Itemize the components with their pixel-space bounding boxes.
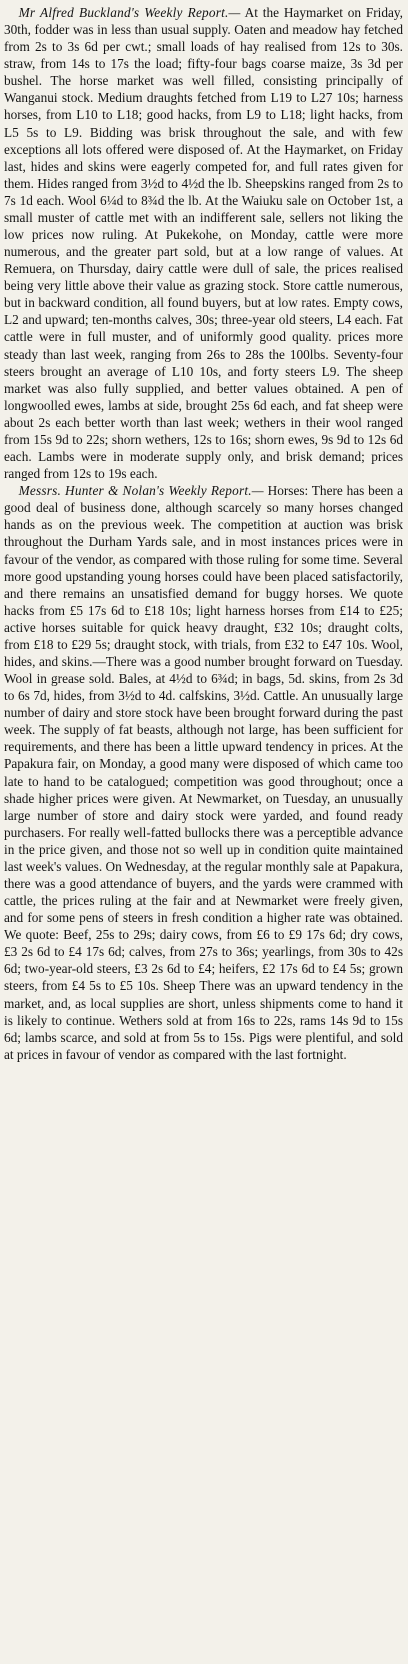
hunter-nolan-paragraph xyxy=(4,482,403,1063)
hunter-nolan-body: Horses: There has been a good deal of business done, although scarcely so many horses changed hands as on the previous week. The competition at auction was brisk throughout the Durham Yards sale, and in most instances prices were in favour of the vendor, as compared with those ruling for some time. Several more good upstanding young horses could have been placed satisfactorily, and there remains an unsatisfied demand for buggy horses. We quote hacks from £5 17s 6d to £18 10s; light harness horses from £14 to £25; active horses suitable for quick heavy draught, £32 10s; draught colts, from £18 to £29 5s; draught stock, with trials, from £32 to £47 10s. Wool, hides, and skins.—There was a good number brought forward on Tuesday. Wool in grease sold. Bales, at 4½d to 6¾d; in bags, 5d. skins, from 2s 3d to 6s 7d, hides, from 3½d to 4d. calfskins, 3½d. Cattle. An unusually large number of dairy and store stock have been brought forward during the past week. The supply of fat beasts, although not large, has been sufficient for requirements, and there has been a little upward tendency in prices. At the Papakura fair, on Monday, a good many were disposed of which came too late to hand to be catalogued; competition was good throughout; once a shade higher prices were given. At Newmarket, on Tuesday, an unusually large number of store and dairy stock were yarded, and found ready purchasers. For really well-fatted bullocks there was a perceptible advance in the price given, and those not so well up in condition quite maintained last week's values. On Wednesday, at the regular monthly sale at Papakura, there was a good attendance of buyers, and the yards were crammed with cattle, the prices ruling at the fair and at Newmarket were freely given, and for some pens of steers in fresh condition a higher rate was obtained. We quote: Beef, 25s to 29s; dairy cows, from £6 to £9 17s 6d; dry cows, £3 2s 6d to £4 17s 6d; calves, from 27s to 36s; yearlings, from 30s to 42s 6d; two-year-old steers, £3 2s 6d to £4; heifers, £2 17s 6d to £4 5s; grown steers, from £4 5s to £5 10s. Sheep There was an upward tendency in the market, and, as local supplies are short, unless shipments come to hand it is likely to continue. Wethers sold at from 16s to 22s, rams 14s 9d to 15s 6d; lambs scarce, and sold at from 5s to 15s. Pigs were plentiful, and sold at prices in favour of vendor as compared with the last fortnight. xyxy=(4,483,403,1062)
buckland-report xyxy=(4,4,403,482)
buckland-paragraph xyxy=(4,4,403,482)
hunter-nolan-report xyxy=(4,482,403,1063)
buckland-body: At the Haymarket on Friday, 30th, fodder was in less than usual supply. Oaten and meadow hay fetched from 2s to 3s 6d per cwt.; small loads of hay realised from 12s to 30s. straw, from 14s to 17s the load; fifty-four bags coarse maize, 3s 3d per bushel. The horse market was well filled, consisting principally of Wanganui stock. Medium draughts fetched from L19 to L27 10s; harness horses, from L10 to L18; good hacks, from L9 to L18; light hacks, from L5 5s to L9. Bidding was brisk throughout the sale, and with few exceptions all lots offered were disposed of. At the Haymarket, on Friday last, hides and skins were eagerly competed for, and full rates given for them. Hides ranged from 3½d to 4½d the lb. Sheepskins ranged from 2s to 7s 1d each. Wool 6¼d to 8¾d the lb. At the Waiuku sale on October 1st, a small muster of cattle met with an indifferent sale, sellers not liking the low prices now ruling. At Pukekohe, on Monday, cattle were more numerous, and the greater part sold, but at a low range of values. At Remuera, on Thursday, dairy cattle were dull of sale, the prices realised being very little above their value as grazing stock. Store cattle numerous, but in backward condition, all found buyers, but at low rates. Empty cows, L2 and upward; ten-months calves, 30s; three-year old steers, L4 each. Fat cattle were in full muster, and of uniformly good quality. prices more steady than last week, ranging from 26s to 28s the 100lbs. Seventy-four steers brought an average of L10 10s, and forty steers L9. The sheep market was also fully supplied, and better values obtained. A pen of longwoolled ewes, lambs at side, brought 25s 6d each, and fat sheep were about 2s each better worth than last week; wethers in their wool ranged from 15s 9d to 22s; shorn wethers, 12s to 16s; shorn ewes, 9s 9d to 12s 6d each. Lambs were in moderate supply only, and brisk demand; prices ranged from 12s to 19s each. xyxy=(4,5,403,482)
buckland-heading: Mr Alfred Buckland's Weekly Report.— xyxy=(18,5,241,20)
hunter-nolan-heading: Messrs. Hunter & Nolan's Weekly Report.— xyxy=(18,483,264,499)
